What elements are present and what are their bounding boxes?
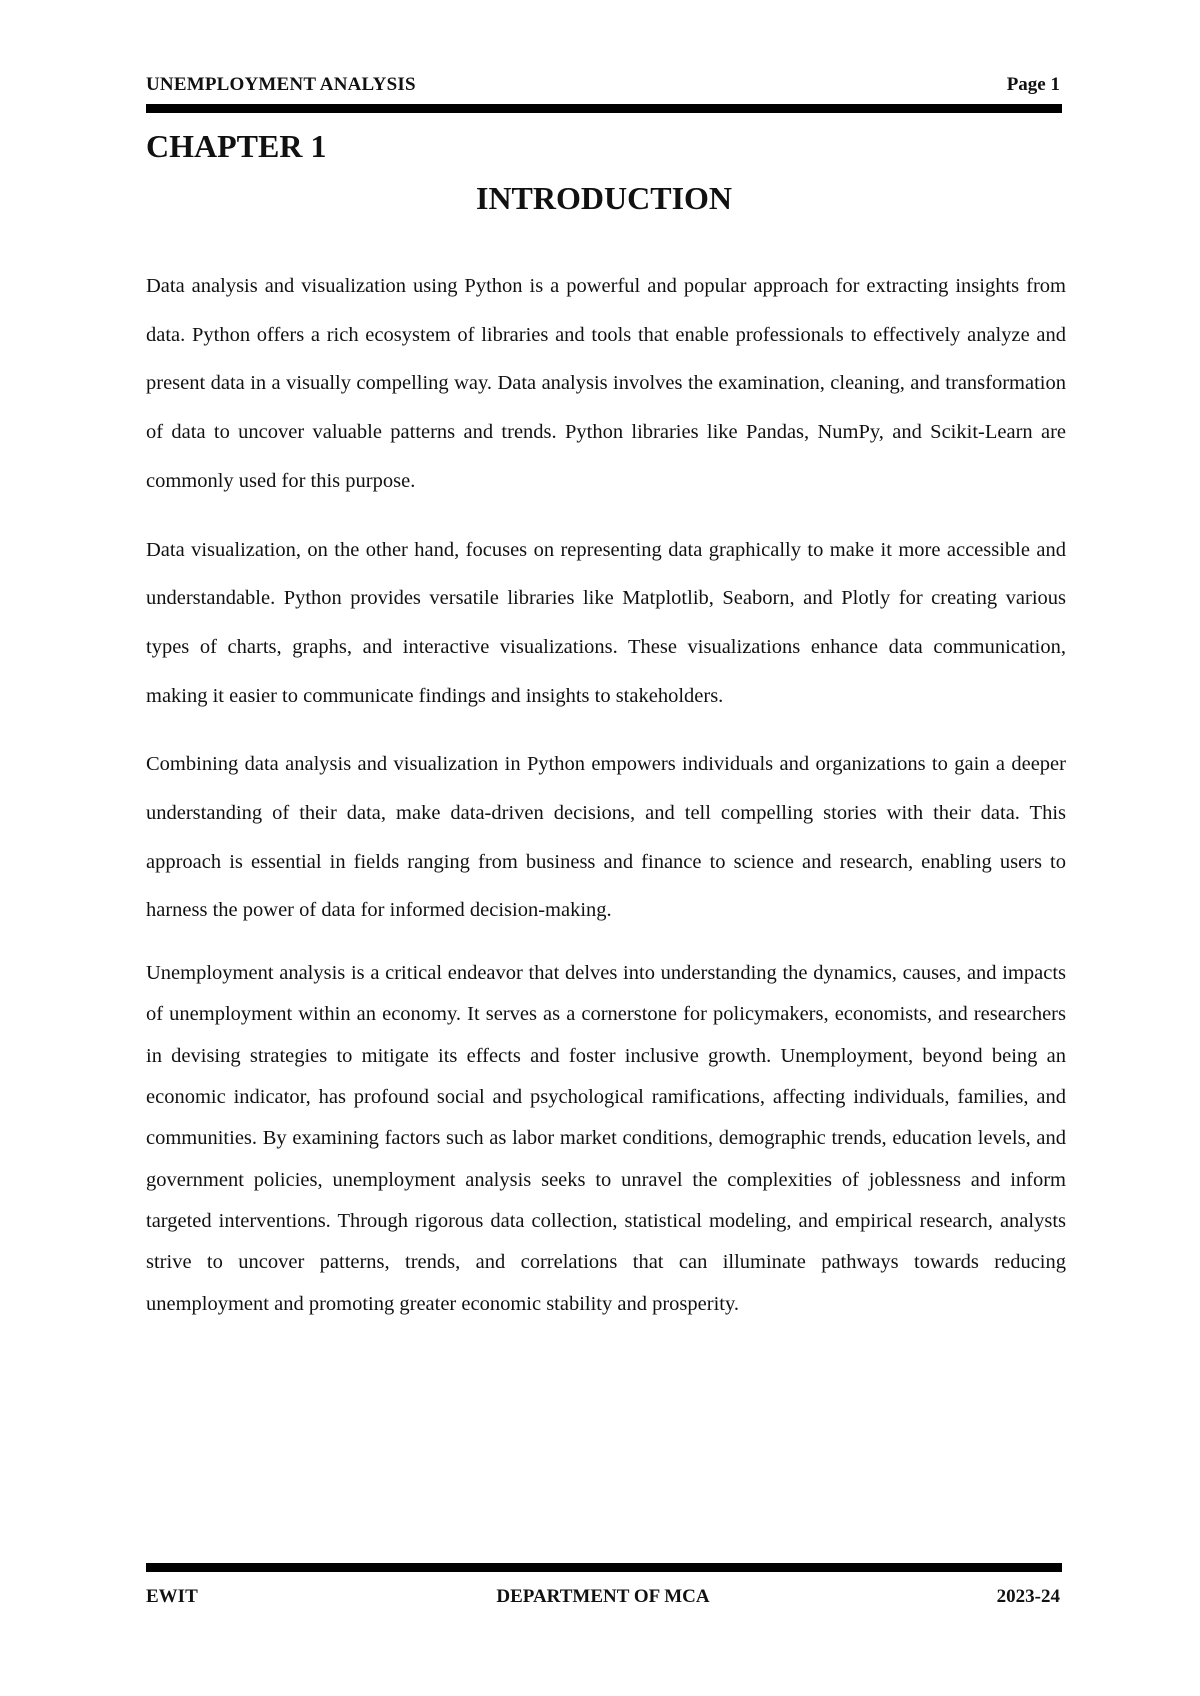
body-text [146,262,1066,1325]
footer-department: DEPARTMENT OF MCA [496,1586,710,1607]
page-number: Page 1 [1006,74,1060,95]
page-footer [146,1586,1060,1610]
page-header [146,74,1060,96]
paragraph: Data visualization, on the other hand, focuses on representing data graphically to make it more accessible and understandable. Python provides versatile libraries like Matplotlib, Seaborn, and Plotly for creating various types of charts, graphs, and interactive visualizations. These visualizations enhance data communication, making it easier to communicate findings and insights to stakeholders. [146,538,1066,707]
paragraph: Unemployment analysis is a critical endeavor that delves into understanding the dynamics, causes, and impacts of unemployment within an economy. It serves as a cornerstone for policymakers, economists, and researchers in devising strategies to mitigate its effects and foster inclusive growth. Unemployment, beyond being an economic indicator, has profound social and psychological ramifications, affecting individuals, families, and communities. By examining factors such as labor market conditions, demographic trends, education levels, and government policies, unemployment analysis seeks to unravel the complexities of joblessness and inform targeted interventions. Through rigorous data collection, statistical modeling, and empirical research, analysts strive to uncover patterns, trends, and correlations that can illuminate pathways towards reducing unemployment and promoting greater economic stability and prosperity. [146,962,1066,1315]
chapter-number: CHAPTER 1 [146,128,327,164]
footer-year: 2023-24 [996,1586,1060,1607]
footer-divider [146,1563,1062,1572]
footer-institution: EWIT [146,1586,198,1607]
header-divider [146,104,1062,113]
paragraph: Combining data analysis and visualization in Python empowers individuals and organizations to gain a deeper understanding of their data, make data-driven decisions, and tell compelling stories with their data. This approach is essential in fields ranging from business and finance to science and research, enabling users to harness the power of data for informed decision-making. [146,753,1066,922]
paragraph: Data analysis and visualization using Python is a powerful and popular approach for extracting insights from data. Python offers a rich ecosystem of libraries and tools that enable professionals to effectively analyze and present data in a visually compelling way. Data analysis involves the examination, cleaning, and transformation of data to uncover valuable patterns and trends. Python libraries like Pandas, NumPy, and Scikit-Learn are commonly used for this purpose. [146,275,1066,492]
chapter-title: INTRODUCTION [475,180,733,216]
running-header-title: UNEMPLOYMENT ANALYSIS [146,74,416,95]
